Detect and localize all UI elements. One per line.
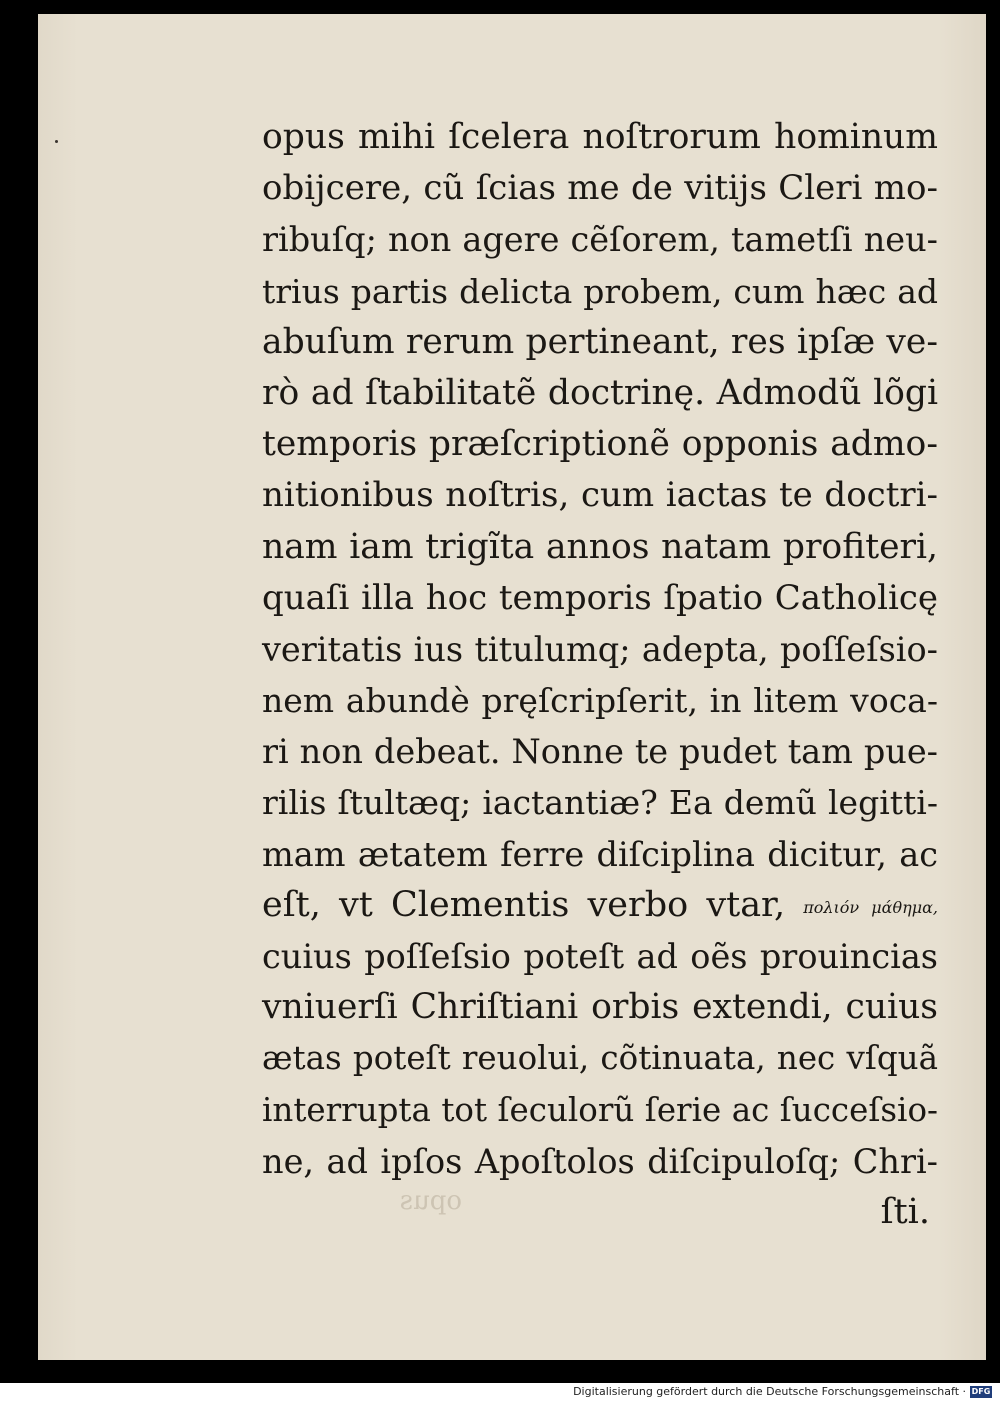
text-line: abuſum rerum pertineant, res ipſæ ve- bbox=[262, 321, 938, 362]
text-line: ne, ad ipſos Apoſtolos diſcipuloſq; Chri- bbox=[262, 1141, 938, 1181]
digitization-footer bbox=[0, 1383, 1000, 1401]
text-line: nam iam trigĩta annos natam profiteri, bbox=[262, 526, 938, 567]
text-line-with-greek bbox=[262, 880, 938, 931]
text-line: veritatis ius titulumq; adepta, poſſeſsio- bbox=[262, 629, 938, 669]
text-line: rilis ſtultæq; iactantiæ? Ea demũ legitti- bbox=[262, 783, 938, 823]
text-line: nitionibus noſtris, cum iactas te doctri- bbox=[262, 475, 938, 516]
text-line: rò ad ſtabilitatẽ doctrinę. Admodũ lõgi bbox=[262, 372, 938, 413]
text-line: vniuerſi Chriſtiani orbis extendi, cuius bbox=[262, 987, 938, 1028]
margin-speck bbox=[55, 140, 58, 143]
page-body-text bbox=[262, 112, 938, 1238]
text-line: ri non debeat. Nonne te pudet tam pue- bbox=[262, 732, 938, 772]
text-line: opus mihi ſcelera noſtrorum hominum bbox=[262, 117, 938, 157]
text-line: cuius poſſeſsio poteſt ad oẽs prouincias bbox=[262, 937, 938, 976]
text-line: nem abundè pręſcripſerit, in litem voca- bbox=[262, 681, 938, 721]
text-line: quaſi illa hoc temporis ſpatio Catholicę bbox=[262, 577, 938, 618]
text-line: obijcere, cũ ſcias me de vitijs Cleri mo- bbox=[262, 168, 938, 209]
catchword: ſti. bbox=[880, 1191, 930, 1232]
text-line: interrupta tot ſeculorũ ſerie ac ſucceſsio- bbox=[262, 1090, 938, 1129]
funding-credit: Digitalisierung gefördert durch die Deutsche Forschungsgemeinschaft · bbox=[573, 1385, 966, 1398]
text-line: ribuſq; non agere cẽſorem, tametſi neu- bbox=[262, 220, 938, 260]
text-line: temporis præſcriptionẽ opponis admo- bbox=[262, 424, 938, 465]
text-line-latin: eſt, vt Clementis verbo vtar, bbox=[262, 884, 786, 925]
dfg-logo-icon: DFG bbox=[971, 1387, 991, 1396]
text-line: trius partis delicta probem, cum hæc ad bbox=[262, 271, 938, 311]
bleed-through-text: opus bbox=[399, 1186, 462, 1216]
greek-phrase: πολιόν μάθημα, bbox=[803, 897, 938, 917]
text-line: mam ætatem ferre diſciplina dicitur, ac bbox=[262, 834, 938, 874]
text-line: ætas poteſt reuolui, cõtinuata, nec vſquã bbox=[262, 1039, 938, 1078]
